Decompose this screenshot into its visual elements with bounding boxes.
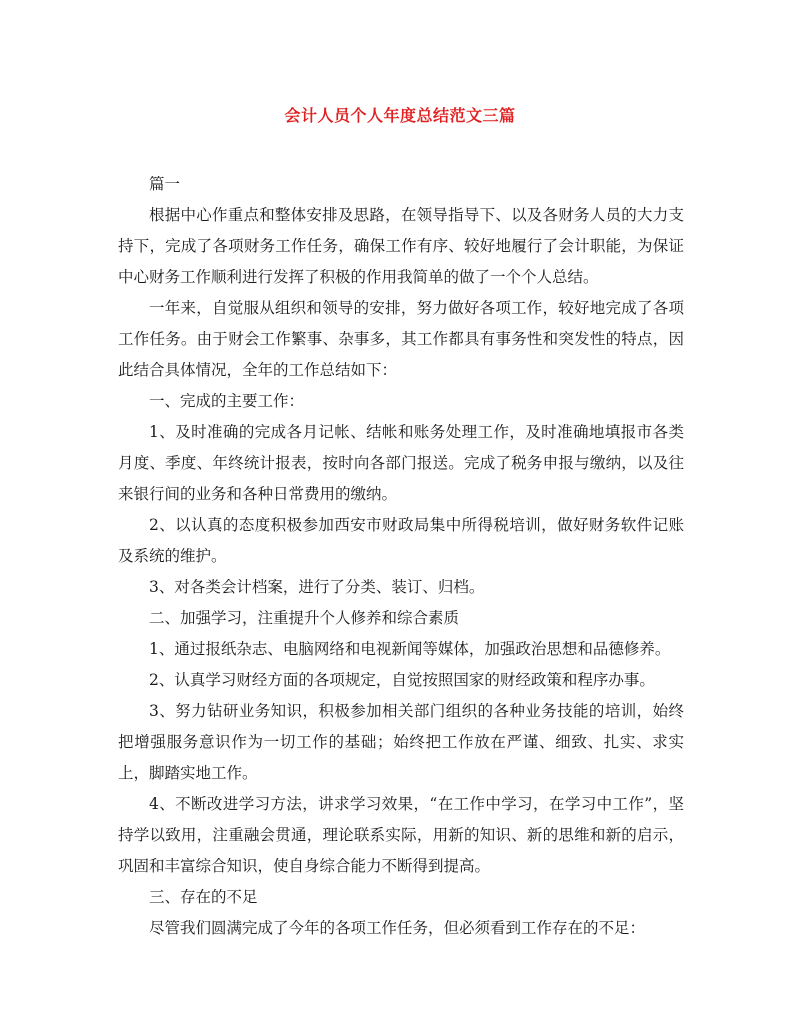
document-title: 会计人员个人年度总结范文三篇 (284, 106, 516, 125)
paragraph-intro: 根据中心作重点和整体安排及思路，在领导指导下、以及各财务人员的大力支持下，完成了各项财务工作任务，确保工作有序、较好地履行了会计职能，为保证中心财务工作顺利进行发挥了积极的作用我简单的做了一个个人总结。 (118, 206, 684, 286)
paragraph-overview: 一年来，自觉服从组织和领导的安排，努力做好各项工作，较好地完成了各项工作任务。由于财会工作繁事、杂事多，其工作都具有事务性和突发性的特点，因此结合具体情况，全年的工作总结如下： (118, 299, 684, 379)
list-item-learning-4: 4、不断改进学习方法，讲求学习效果，“在工作中学习，在学习中工作”，坚持学以致用，注重融会贯通，理论联系实际，用新的知识、新的思维和新的启示，巩固和丰富综合知识，使自身综合能力不断得到提高。 (118, 795, 684, 875)
list-item-main-work-3: 3、对各类会计档案，进行了分类、装订、归档。 (149, 578, 485, 596)
document-body (118, 169, 684, 944)
section-heading-learning: 二、加强学习，注重提升个人修养和综合素质 (149, 609, 460, 627)
list-item-learning-2: 2、认真学习财经方面的各项规定，自觉按照国家的财经政策和程序办事。 (149, 671, 655, 689)
paragraph-shortcomings: 尽管我们圆满完成了今年的各项工作任务，但必须看到工作存在的不足： (149, 919, 646, 937)
section-heading-part-one: 篇一 (149, 175, 181, 193)
section-heading-shortcomings: 三、存在的不足 (149, 888, 258, 906)
list-item-learning-1: 1、通过报纸杂志、电脑网络和电视新闻等媒体，加强政治思想和品德修养。 (149, 640, 671, 658)
list-item-main-work-1: 1、及时准确的完成各月记帐、结帐和账务处理工作，及时准确地填报市各类月度、季度、年终统计报表，按时向各部门报送。完成了税务申报与缴纳，以及往来银行间的业务和各种日常费用的缴纳。 (118, 423, 684, 503)
list-item-main-work-2: 2、以认真的态度积极参加西安市财政局集中所得税培训，做好财务软件记账及系统的维护。 (118, 516, 684, 565)
list-item-learning-3: 3、努力钻研业务知识，积极参加相关部门组织的各种业务技能的培训，始终把增强服务意识作为一切工作的基础；始终把工作放在严谨、细致、扎实、求实上，脚踏实地工作。 (118, 702, 684, 782)
section-heading-main-work: 一、完成的主要工作： (149, 392, 305, 410)
